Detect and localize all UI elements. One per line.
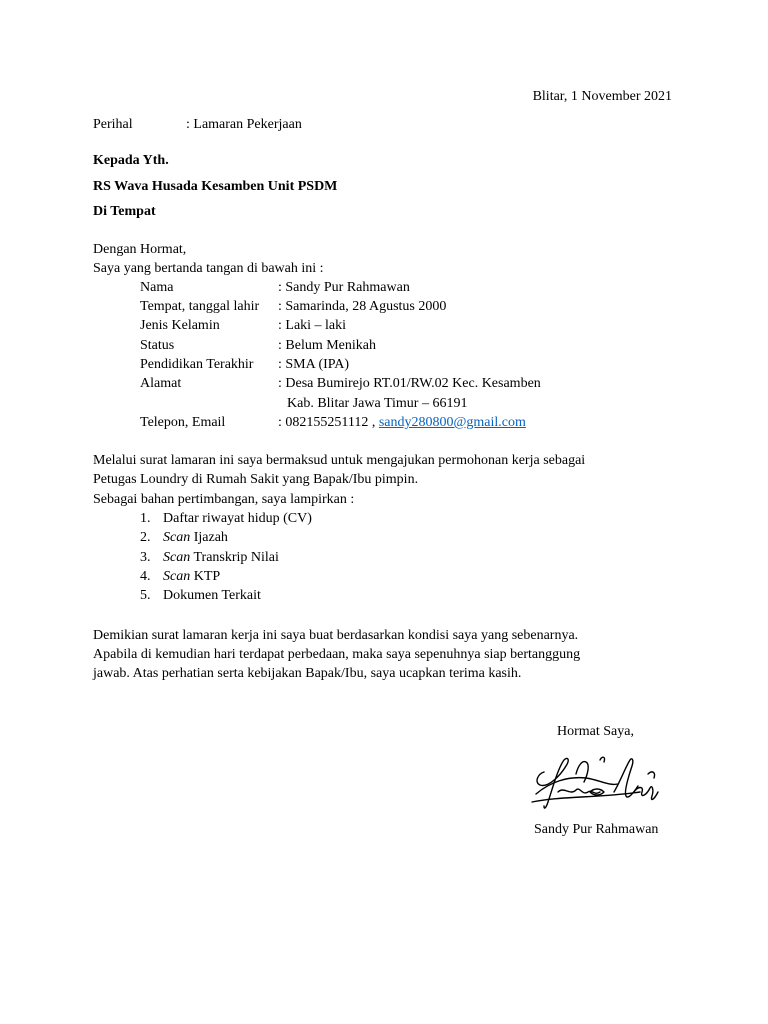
detail-value-education: : SMA (IPA) bbox=[278, 357, 350, 372]
detail-value-birth: : Samarinda, 28 Agustus 2000 bbox=[278, 299, 447, 314]
body-line-1: Melalui surat lamaran ini saya bermaksud untuk mengajukan permohonan kerja sebagai bbox=[93, 453, 586, 468]
attachment-num-3: 3. bbox=[140, 550, 151, 565]
attachment-item-4 bbox=[163, 568, 220, 585]
detail-label-gender: Jenis Kelamin bbox=[140, 318, 220, 333]
attachment-text-2: Ijazah bbox=[190, 530, 228, 545]
closing-line-2: Apabila di kemudian hari terdapat perbedaan, maka saya sepenuhnya siap bertanggung bbox=[93, 647, 581, 662]
closing-line-1: Demikian surat lamaran kerja ini saya buat berdasarkan kondisi saya yang sebenarnya. bbox=[93, 628, 579, 643]
attachment-num-4: 4. bbox=[140, 569, 151, 584]
subject-label: Perihal bbox=[93, 117, 133, 132]
detail-value-address-line2: Kab. Blitar Jawa Timur – 66191 bbox=[287, 396, 468, 411]
attachment-num-5: 5. bbox=[140, 588, 151, 603]
signer-name: Sandy Pur Rahmawan bbox=[534, 822, 659, 837]
attachment-italic-3: Scan bbox=[163, 550, 191, 565]
detail-label-birth: Tempat, tanggal lahir bbox=[140, 299, 260, 314]
attachment-num-2: 2. bbox=[140, 530, 151, 545]
greeting: Dengan Hormat, bbox=[93, 242, 187, 257]
handwritten-signature bbox=[530, 752, 666, 814]
attachment-italic-2: Scan bbox=[163, 530, 191, 545]
detail-label-name: Nama bbox=[140, 280, 174, 295]
detail-value-status: : Belum Menikah bbox=[278, 338, 376, 353]
recipient-line-3: Di Tempat bbox=[93, 204, 156, 219]
detail-label-contact: Telepon, Email bbox=[140, 415, 226, 430]
detail-value-address: : Desa Bumirejo RT.01/RW.02 Kec. Kesamben bbox=[278, 376, 541, 391]
attachment-item-1 bbox=[163, 510, 312, 527]
attachment-text-3: Transkrip Nilai bbox=[190, 550, 279, 565]
attachment-num-1: 1. bbox=[140, 511, 151, 526]
attachment-italic-4: Scan bbox=[163, 569, 191, 584]
recipient-line-1: Kepada Yth. bbox=[93, 153, 169, 168]
intro-text: Saya yang bertanda tangan di bawah ini : bbox=[93, 261, 324, 276]
phone-number: : 082155251112 , bbox=[278, 415, 379, 430]
attachment-text-5: Dokumen Terkait bbox=[163, 588, 261, 603]
recipient-line-2: RS Wava Husada Kesamben Unit PSDM bbox=[93, 179, 338, 194]
email-link[interactable]: sandy280800@gmail.com bbox=[378, 415, 526, 430]
detail-value-name: : Sandy Pur Rahmawan bbox=[278, 280, 410, 295]
attachment-item-5 bbox=[163, 587, 261, 604]
detail-label-address: Alamat bbox=[140, 376, 182, 391]
attachment-item-3 bbox=[163, 549, 279, 566]
detail-value-gender: : Laki – laki bbox=[278, 318, 347, 333]
detail-label-status: Status bbox=[140, 338, 175, 353]
detail-value-contact bbox=[278, 414, 526, 431]
attachments-intro: Sebagai bahan pertimbangan, saya lampirkan : bbox=[93, 492, 355, 507]
subject-value: : Lamaran Pekerjaan bbox=[186, 117, 302, 132]
detail-label-education: Pendidikan Terakhir bbox=[140, 357, 254, 372]
attachment-text-1: Daftar riwayat hidup (CV) bbox=[163, 511, 312, 526]
sign-off: Hormat Saya, bbox=[557, 724, 634, 739]
closing-line-3: jawab. Atas perhatian serta kebijakan Bapak/Ibu, saya ucapkan terima kasih. bbox=[93, 666, 522, 681]
attachment-text-4: KTP bbox=[190, 569, 221, 584]
letter-date: Blitar, 1 November 2021 bbox=[532, 89, 672, 104]
body-line-2: Petugas Loundry di Rumah Sakit yang Bapak/Ibu pimpin. bbox=[93, 472, 419, 487]
attachment-item-2 bbox=[163, 529, 228, 546]
